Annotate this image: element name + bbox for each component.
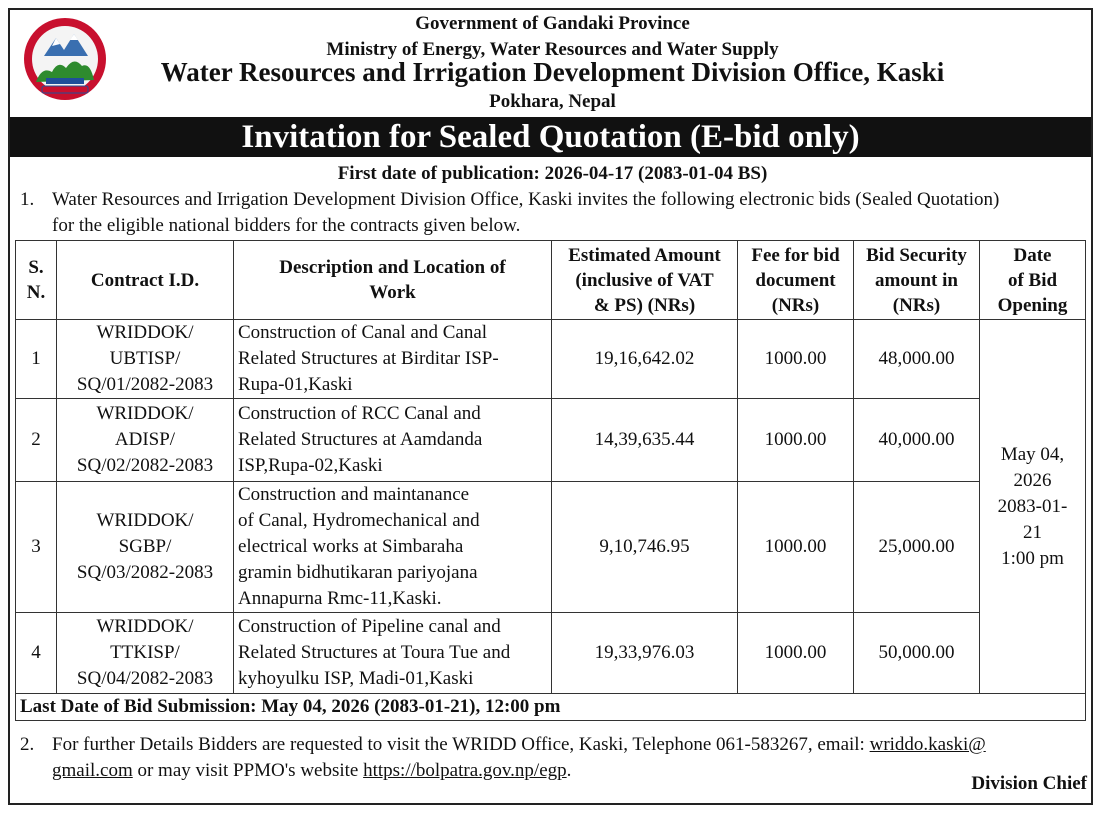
row-amount: 9,10,746.95 xyxy=(552,482,738,613)
row-description: Construction and maintanance of Canal, Hydromechanical and electrical works at Simbaraha gramin bidhutikaran pariyojana Annapurna Rmc-11,Kaski. xyxy=(234,482,552,613)
email-link-continued[interactable]: gmail.com xyxy=(52,760,133,781)
table-row xyxy=(16,320,1086,399)
header-description: Description and Location of Work xyxy=(234,241,552,320)
row-contract-id: WRIDDOK/ TTKISP/ SQ/04/2082-2083 xyxy=(57,613,234,694)
header-sn: S. N. xyxy=(16,241,57,320)
paragraph-1-line-2: for the eligible national bidders for the contracts given below. xyxy=(52,215,521,236)
row-fee: 1000.00 xyxy=(738,613,854,694)
row-description: Construction of Pipeline canal and Related Structures at Toura Tue and kyhoyulku ISP, Madi-01,Kaski xyxy=(234,613,552,694)
header-opening-date: Date of Bid Opening xyxy=(980,241,1086,320)
header-fee: Fee for bid document (NRs) xyxy=(738,241,854,320)
table-row xyxy=(16,613,1086,694)
row-sn: 4 xyxy=(16,613,57,694)
ministry-name: Ministry of Energy, Water Resources and Water Supply xyxy=(326,39,779,60)
last-date-row xyxy=(16,694,1086,721)
notice-title: Invitation for Sealed Quotation (E-bid only) xyxy=(10,117,1091,157)
row-fee: 1000.00 xyxy=(738,399,854,482)
row-sn: 1 xyxy=(16,320,57,399)
paragraph-2-line-1: For further Details Bidders are requested to visit the WRIDD Office, Kaski, Telephone 061-583267, email: wriddo.kaski@ xyxy=(52,734,986,755)
paragraph-2-number: 2. xyxy=(20,734,35,755)
row-fee: 1000.00 xyxy=(738,320,854,399)
row-contract-id: WRIDDOK/ ADISP/ SQ/02/2082-2083 xyxy=(57,399,234,482)
ppmo-website-link[interactable]: https://bolpatra.gov.np/egp xyxy=(363,760,567,781)
row-security: 40,000.00 xyxy=(854,399,980,482)
paragraph-2-line-2: gmail.com or may visit PPMO's website https://bolpatra.gov.np/egp. xyxy=(52,760,572,781)
row-description: Construction of Canal and Canal Related Structures at Birditar ISP- Rupa-01,Kaski xyxy=(234,320,552,399)
last-submission-date: Last Date of Bid Submission: May 04, 2026 (2083-01-21), 12:00 pm xyxy=(16,694,1086,721)
row-security: 25,000.00 xyxy=(854,482,980,613)
bid-opening-date: May 04, 2026 2083-01- 21 1:00 pm xyxy=(980,320,1086,694)
row-security: 48,000.00 xyxy=(854,320,980,399)
publication-date: First date of publication: 2026-04-17 (2083-01-04 BS) xyxy=(337,163,768,184)
government-name: Government of Gandaki Province xyxy=(415,13,690,34)
paragraph-1-line-1: Water Resources and Irrigation Development Division Office, Kaski invites the following electronic bids (Sealed Quotation) xyxy=(52,189,1000,210)
email-link[interactable]: wriddo.kaski@ xyxy=(869,734,986,755)
signatory-title: Division Chief xyxy=(971,773,1087,794)
row-contract-id: WRIDDOK/ UBTISP/ SQ/01/2082-2083 xyxy=(57,320,234,399)
header-bid-security: Bid Security amount in (NRs) xyxy=(854,241,980,320)
row-sn: 3 xyxy=(16,482,57,613)
office-name: Water Resources and Irrigation Development Division Office, Kaski xyxy=(160,57,945,87)
row-description: Construction of RCC Canal and Related Structures at Aamdanda ISP,Rupa-02,Kaski xyxy=(234,399,552,482)
row-amount: 14,39,635.44 xyxy=(552,399,738,482)
row-security: 50,000.00 xyxy=(854,613,980,694)
row-contract-id: WRIDDOK/ SGBP/ SQ/03/2082-2083 xyxy=(57,482,234,613)
header-estimated-amount: Estimated Amount (inclusive of VAT & PS) (NRs) xyxy=(552,241,738,320)
row-sn: 2 xyxy=(16,399,57,482)
paragraph-1-number: 1. xyxy=(20,189,35,210)
table-row xyxy=(16,399,1086,482)
office-location: Pokhara, Nepal xyxy=(489,91,616,112)
row-amount: 19,33,976.03 xyxy=(552,613,738,694)
bids-table xyxy=(15,240,1086,721)
row-fee: 1000.00 xyxy=(738,482,854,613)
row-amount: 19,16,642.02 xyxy=(552,320,738,399)
header-contract-id: Contract I.D. xyxy=(57,241,234,320)
table-header-row xyxy=(16,241,1086,320)
table-row xyxy=(16,482,1086,613)
